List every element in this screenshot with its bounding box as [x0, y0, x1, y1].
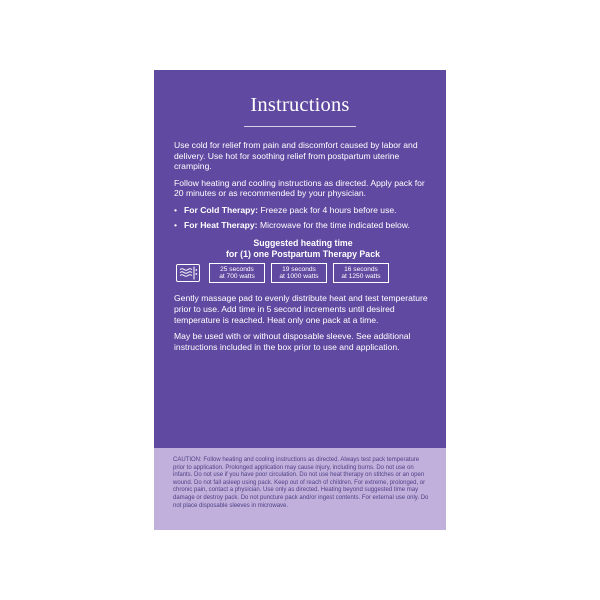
microwave-icon — [176, 264, 200, 282]
caution-panel — [154, 448, 446, 530]
heating-cell-1000w — [271, 263, 327, 283]
bullet-icon: • — [174, 204, 178, 215]
heating-time-title — [174, 238, 432, 259]
cold-therapy-label: For Cold Therapy: — [184, 204, 259, 215]
list-item — [174, 220, 432, 231]
heating-table — [174, 263, 432, 283]
heating-time: 16 seconds — [344, 265, 378, 273]
heating-title-line-2: for (1) one Postpartum Therapy Pack — [226, 248, 380, 259]
cold-therapy-text: Freeze pack for 4 hours before use. — [260, 204, 397, 215]
sleeve-paragraph: May be used with or without disposable sleeve. See additional instructions included in the box prior to use and application. — [174, 331, 411, 352]
follow-paragraph: Follow heating and cooling instructions as directed. Apply pack for 20 minutes or as recommended by your physician. — [174, 177, 425, 199]
heating-power: at 1000 watts — [279, 273, 319, 281]
caution-text: CAUTION: Follow heating and cooling instructions as directed. Always test pack temperature prior to application. Prolonged application may cause injury, including burns. Do not use on infants. Do not use if you have poor circulation. Do not use heat therapy on stitches or an open wound. Do not fall asleep using pack. Keep out of reach of children. For extreme, prolonged, or chronic pain, contact a physician. Use only as directed. Heating beyond suggested time may damage or destroy pack. Do not puncture pack and/or ingest contents. For external use only. Do not place disposable sleeves in microwave. — [173, 457, 429, 509]
heating-time: 25 seconds — [220, 265, 254, 273]
intro-paragraph: Use cold for relief from pain and discomfort caused by labor and delivery. Use hot for soothing relief from postpartum uterine cramping. — [174, 140, 418, 172]
heating-title-line-1: Suggested heating time — [253, 238, 353, 249]
heating-cell-1250w — [333, 263, 389, 283]
heat-therapy-text: Microwave for the time indicated below. — [259, 219, 410, 230]
heating-power: at 1250 watts — [341, 273, 381, 281]
heat-therapy-label: For Heat Therapy: — [184, 219, 258, 230]
bullet-icon: • — [174, 219, 178, 230]
heating-time: 19 seconds — [282, 265, 316, 273]
therapy-list — [174, 205, 432, 230]
heating-cell-700w — [209, 263, 265, 283]
instructions-body — [174, 140, 432, 358]
instructions-card — [154, 70, 446, 530]
page-title: Instructions — [250, 94, 350, 116]
title-divider — [244, 126, 356, 127]
massage-paragraph: Gently massage pad to evenly distribute heat and test temperature prior to use. Add time in 5 second increments until desired temperature is reached. Heat only one pack at a time. — [174, 293, 428, 325]
list-item — [174, 205, 432, 216]
heating-power: at 700 watts — [219, 273, 255, 281]
